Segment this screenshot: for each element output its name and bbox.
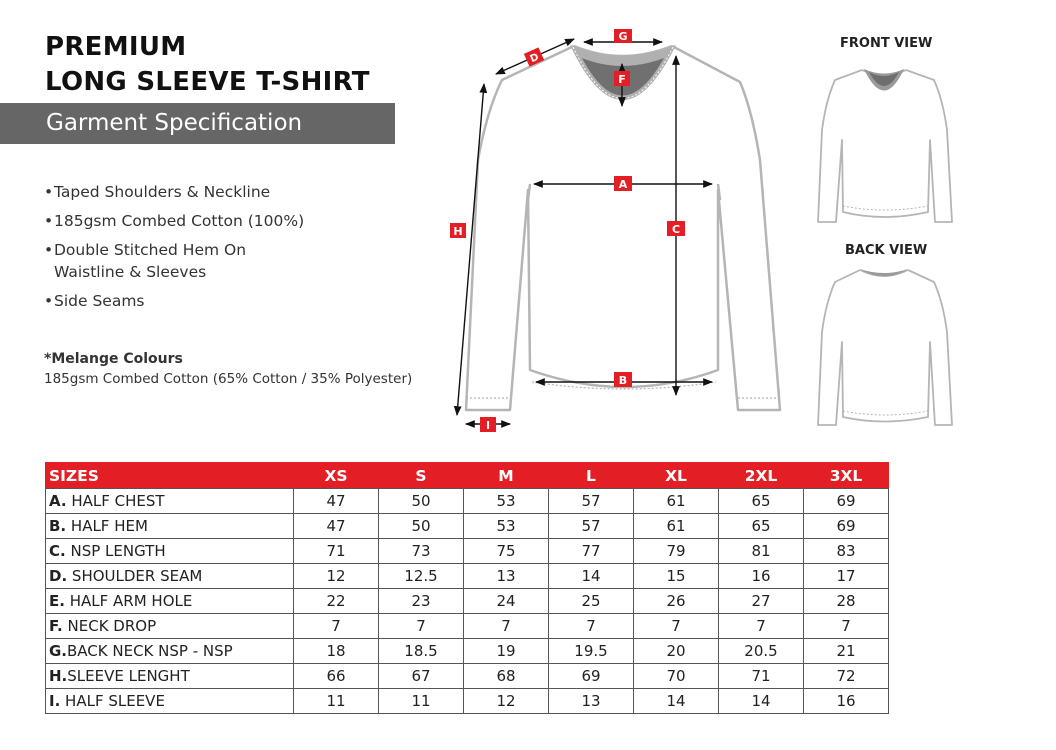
measurement-label: BACK NECK NSP - NSP — [67, 642, 233, 660]
melange-heading: *Melange Colours — [44, 351, 183, 367]
table-cell: 7 — [379, 614, 464, 639]
measurement-label-cell — [46, 564, 294, 589]
measurement-label: NSP LENGTH — [65, 542, 166, 560]
table-cell: 14 — [719, 689, 804, 714]
table-cell: 19.5 — [549, 639, 634, 664]
size-header-cell: XL — [634, 463, 719, 489]
measure-marker-label: F — [618, 73, 626, 86]
table-cell: 23 — [379, 589, 464, 614]
measurement-label: HALF CHEST — [66, 492, 165, 510]
front-view-shirt — [818, 70, 952, 222]
measurement-label: HALF SLEEVE — [60, 692, 165, 710]
table-cell: 47 — [294, 489, 379, 514]
table-cell: 11 — [379, 689, 464, 714]
table-cell: 71 — [294, 539, 379, 564]
table-row — [46, 589, 889, 614]
table-cell: 71 — [719, 664, 804, 689]
shirt-main-outline — [466, 46, 780, 410]
table-cell: 57 — [549, 489, 634, 514]
feature-text: Double Stitched Hem On — [54, 241, 247, 259]
measurement-label: HALF ARM HOLE — [64, 592, 193, 610]
table-cell: 19 — [464, 639, 549, 664]
table-cell: 47 — [294, 514, 379, 539]
measurement-key: I. — [49, 692, 61, 710]
measurement-label-cell — [46, 614, 294, 639]
measurement-key: A. — [49, 492, 67, 510]
measurement-label: SHOULDER SEAM — [67, 567, 203, 585]
title-line-1: PREMIUM — [45, 32, 187, 62]
table-cell: 13 — [464, 564, 549, 589]
table-row — [46, 689, 889, 714]
table-cell: 28 — [804, 589, 889, 614]
measurement-label: HALF HEM — [66, 517, 148, 535]
table-cell: 65 — [719, 489, 804, 514]
table-cell: 20 — [634, 639, 719, 664]
table-cell: 77 — [549, 539, 634, 564]
table-cell: 69 — [549, 664, 634, 689]
feature-text: Taped Shoulders & Neckline — [54, 183, 271, 201]
table-cell: 70 — [634, 664, 719, 689]
table-cell: 68 — [464, 664, 549, 689]
table-cell: 7 — [549, 614, 634, 639]
table-cell: 75 — [464, 539, 549, 564]
table-cell: 72 — [804, 664, 889, 689]
measurement-key: G. — [49, 642, 68, 660]
bullet-icon: • — [44, 241, 54, 259]
table-cell: 13 — [549, 689, 634, 714]
table-cell: 57 — [549, 514, 634, 539]
size-header-cell: 3XL — [804, 463, 889, 489]
measurement-key: C. — [49, 542, 66, 560]
table-cell: 66 — [294, 664, 379, 689]
table-cell: 83 — [804, 539, 889, 564]
measure-marker-label: C — [671, 223, 681, 236]
subtitle: Garment Specification — [46, 110, 303, 136]
table-cell: 7 — [719, 614, 804, 639]
table-cell: 50 — [379, 514, 464, 539]
table-cell: 12.5 — [379, 564, 464, 589]
measure-badge-d — [524, 47, 544, 66]
size-table-header — [46, 463, 889, 489]
size-header-cell: XS — [294, 463, 379, 489]
measure-marker-label: A — [618, 178, 628, 191]
table-cell: 50 — [379, 489, 464, 514]
size-table — [45, 462, 889, 714]
measure-marker-label: G — [618, 30, 628, 43]
measurement-label-cell — [46, 689, 294, 714]
back-view-collar — [860, 269, 908, 277]
measurement-label: NECK DROP — [62, 617, 157, 635]
table-cell: 24 — [464, 589, 549, 614]
table-cell: 81 — [719, 539, 804, 564]
table-cell: 27 — [719, 589, 804, 614]
table-cell: 69 — [804, 514, 889, 539]
measure-marker-label: D — [528, 51, 541, 66]
table-row — [46, 614, 889, 639]
melange-text: 185gsm Combed Cotton (65% Cotton / 35% Polyester) — [44, 371, 413, 387]
table-cell: 67 — [379, 664, 464, 689]
table-cell: 7 — [294, 614, 379, 639]
table-cell: 53 — [464, 514, 549, 539]
title-line-2: LONG SLEEVE T-SHIRT — [45, 67, 370, 97]
table-row — [46, 539, 889, 564]
size-header-cell: L — [549, 463, 634, 489]
table-cell: 20.5 — [719, 639, 804, 664]
measurement-key: E. — [49, 592, 65, 610]
table-row — [46, 639, 889, 664]
bullet-icon: • — [44, 292, 54, 310]
table-cell: 65 — [719, 514, 804, 539]
table-cell: 12 — [464, 689, 549, 714]
measure-badge-h — [450, 223, 466, 238]
back-view-label: BACK VIEW — [845, 243, 928, 258]
measurement-label-cell — [46, 539, 294, 564]
measure-badge-i — [480, 417, 496, 432]
table-cell: 61 — [634, 489, 719, 514]
table-cell: 73 — [379, 539, 464, 564]
measurement-key: D. — [49, 567, 68, 585]
table-cell: 16 — [719, 564, 804, 589]
table-cell: 18 — [294, 639, 379, 664]
measure-marker-label: I — [485, 419, 491, 432]
table-cell: 25 — [549, 589, 634, 614]
table-cell: 7 — [634, 614, 719, 639]
table-row — [46, 489, 889, 514]
measurement-label-cell — [46, 514, 294, 539]
table-cell: 69 — [804, 489, 889, 514]
measurement-label-cell — [46, 664, 294, 689]
measurement-label-cell — [46, 589, 294, 614]
table-row — [46, 514, 889, 539]
table-cell: 14 — [634, 689, 719, 714]
measurement-key: B. — [49, 517, 67, 535]
size-header-cell: 2XL — [719, 463, 804, 489]
table-cell: 12 — [294, 564, 379, 589]
table-cell: 21 — [804, 639, 889, 664]
front-view-collar — [864, 69, 904, 91]
table-cell: 15 — [634, 564, 719, 589]
size-table-body — [46, 489, 889, 714]
feature-text: 185gsm Combed Cotton (100%) — [54, 212, 305, 230]
measurement-key: F. — [49, 617, 63, 635]
table-cell: 18.5 — [379, 639, 464, 664]
sizes-header-label: SIZES — [46, 463, 294, 489]
table-row — [46, 564, 889, 589]
table-cell: 61 — [634, 514, 719, 539]
table-cell: 16 — [804, 689, 889, 714]
measurement-label-cell — [46, 489, 294, 514]
table-cell: 17 — [804, 564, 889, 589]
front-view-label: FRONT VIEW — [840, 36, 933, 51]
measure-badge-f — [614, 71, 630, 86]
measure-badge-g — [614, 29, 632, 43]
size-header-cell: S — [379, 463, 464, 489]
table-cell: 14 — [549, 564, 634, 589]
measure-badge-c — [667, 221, 685, 236]
feature-text: Waistline & Sleeves — [54, 263, 207, 281]
measurement-key: H. — [49, 667, 68, 685]
bullet-icon: • — [44, 183, 54, 201]
size-header-cell: M — [464, 463, 549, 489]
table-cell: 7 — [464, 614, 549, 639]
table-cell: 79 — [634, 539, 719, 564]
measure-marker-label: H — [453, 225, 463, 238]
table-cell: 53 — [464, 489, 549, 514]
measure-badge-a — [614, 176, 632, 191]
measure-badge-b — [614, 372, 632, 387]
measurement-label-cell — [46, 639, 294, 664]
table-row — [46, 664, 889, 689]
table-cell: 26 — [634, 589, 719, 614]
table-cell: 22 — [294, 589, 379, 614]
bullet-icon: • — [44, 212, 54, 230]
feature-text: Side Seams — [54, 292, 145, 310]
measurement-label: SLEEVE LENGHT — [67, 667, 190, 685]
table-cell: 7 — [804, 614, 889, 639]
table-cell: 11 — [294, 689, 379, 714]
measure-marker-label: B — [618, 374, 628, 387]
back-view-shirt — [818, 270, 952, 425]
